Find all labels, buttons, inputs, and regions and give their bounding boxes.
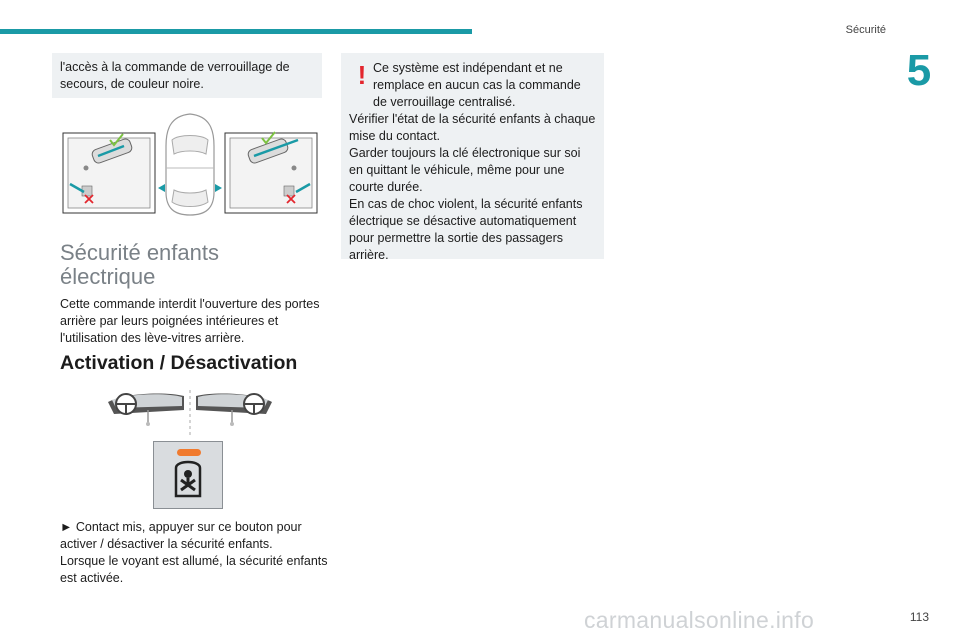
dashboard-location-illustration xyxy=(108,388,272,438)
car-top-view xyxy=(158,114,222,215)
warning-text-1: Ce système est indépendant et ne remplace en aucun cas la commande de verrouillage centralisé. xyxy=(373,61,581,109)
warning-box xyxy=(341,53,604,262)
child-lock-button xyxy=(153,441,223,509)
left-hand-drive-dashboard xyxy=(108,394,184,426)
instruction-step: ► Contact mis, appuyer sur ce bouton pour activer / désactiver la sécurité enfants. xyxy=(60,520,302,551)
note-text: l'accès à la commande de verrouillage de secours, de couleur noire. xyxy=(60,60,290,91)
section-title-line2: électrique xyxy=(60,264,156,289)
section-title-line1: Sécurité enfants xyxy=(60,240,219,265)
child-lock-icon xyxy=(154,442,222,508)
instruction-note: Lorsque le voyant est allumé, la sécurité enfants est activée. xyxy=(60,554,328,585)
section-title xyxy=(60,241,320,289)
right-door-panel xyxy=(225,132,317,213)
door-handle-illustration xyxy=(62,112,318,216)
warning-icon: ! xyxy=(357,60,367,90)
section-name: Sécurité xyxy=(845,24,886,36)
left-door-panel xyxy=(63,133,155,213)
subsection-title: Activation / Désactivation xyxy=(60,352,298,374)
indicator-light xyxy=(177,449,201,456)
page-number: 113 xyxy=(909,610,929,624)
section-intro: Cette commande interdit l'ouverture des portes arrière par leurs poignées intérieures et l'utilisation des lève-vitres arrière. xyxy=(60,297,320,345)
instruction-text xyxy=(60,519,328,587)
warning-text-4: En cas de choc violent, la sécurité enfants électrique se désactive automatiquement pour permettre la sortie des passagers arrière. xyxy=(349,197,583,262)
note-box xyxy=(52,53,322,98)
warning-text-2: Vérifier l'état de la sécurité enfants à chaque mise du contact. xyxy=(349,112,596,143)
warning-text-3: Garder toujours la clé électronique sur soi en quittant le véhicule, même pour une courte durée. xyxy=(349,146,581,194)
watermark: carmanualsonline.info xyxy=(584,607,815,633)
header-accent-bar xyxy=(0,29,472,34)
chapter-number: 5 xyxy=(889,40,949,102)
right-hand-drive-dashboard xyxy=(196,394,272,426)
